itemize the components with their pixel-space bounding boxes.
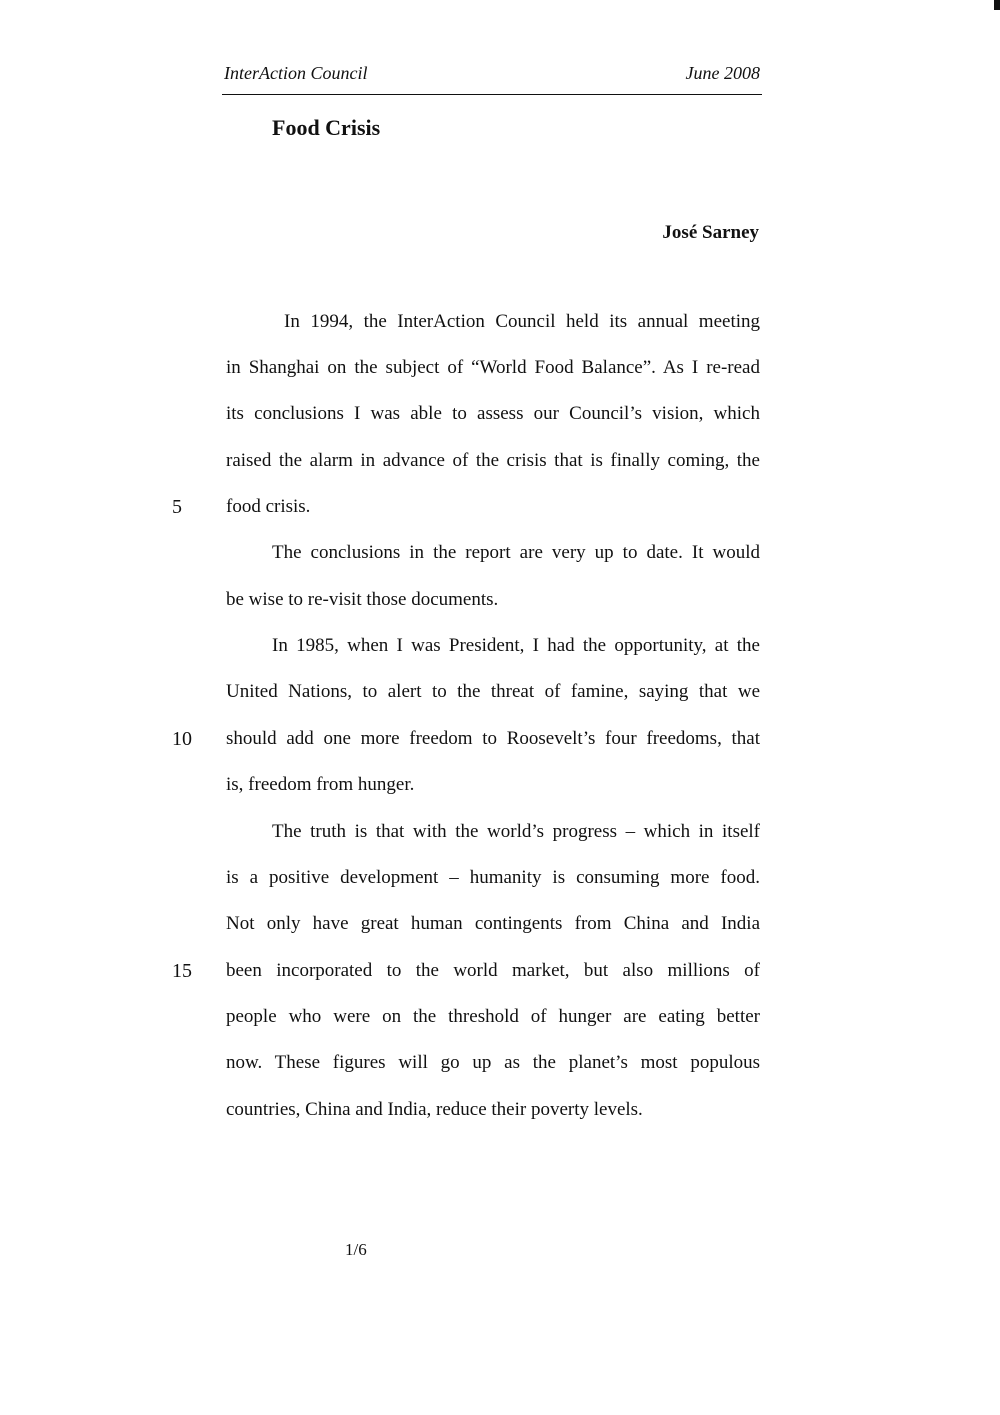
body-line: now. These figures will go up as the planet’s most populous xyxy=(226,1052,760,1073)
body-line: been incorporated to the world market, but also millions of xyxy=(226,960,760,981)
body-line: be wise to re-visit those documents. xyxy=(226,589,499,610)
body-line: The conclusions in the report are very up to date. It would xyxy=(272,542,760,563)
body-line: countries, China and India, reduce their poverty levels. xyxy=(226,1099,643,1120)
body-line: food crisis. xyxy=(226,496,311,517)
line-number: 5 xyxy=(172,496,182,518)
body-line: is, freedom from hunger. xyxy=(226,774,415,795)
line-number: 15 xyxy=(172,960,192,982)
header-date: June 2008 xyxy=(685,63,760,83)
header-rule xyxy=(222,94,762,95)
line-number: 10 xyxy=(172,728,192,750)
body-line: its conclusions I was able to assess our Council’s vision, which xyxy=(226,403,760,424)
body-line: The truth is that with the world’s progress – which in itself xyxy=(272,821,760,842)
body-line: is a positive development – humanity is consuming more food. xyxy=(226,867,760,888)
body-line: In 1985, when I was President, I had the opportunity, at the xyxy=(272,635,760,656)
body-line: people who were on the threshold of hunger are eating better xyxy=(226,1006,760,1027)
body-line: raised the alarm in advance of the crisis that is finally coming, the xyxy=(226,450,760,471)
body-line: United Nations, to alert to the threat of famine, saying that we xyxy=(226,681,760,702)
header-organization: InterAction Council xyxy=(224,63,368,83)
body-line: in Shanghai on the subject of “World Food Balance”. As I re-read xyxy=(226,357,760,378)
body-line: In 1994, the InterAction Council held its annual meeting xyxy=(284,311,760,332)
document-title: Food Crisis xyxy=(272,115,381,140)
body-line: Not only have great human contingents from China and India xyxy=(226,913,760,934)
body-line: should add one more freedom to Roosevelt’s four freedoms, that xyxy=(226,728,760,749)
scan-mark xyxy=(994,0,1000,10)
page-number: 1/6 xyxy=(345,1240,367,1259)
author-name: José Sarney xyxy=(662,222,759,243)
